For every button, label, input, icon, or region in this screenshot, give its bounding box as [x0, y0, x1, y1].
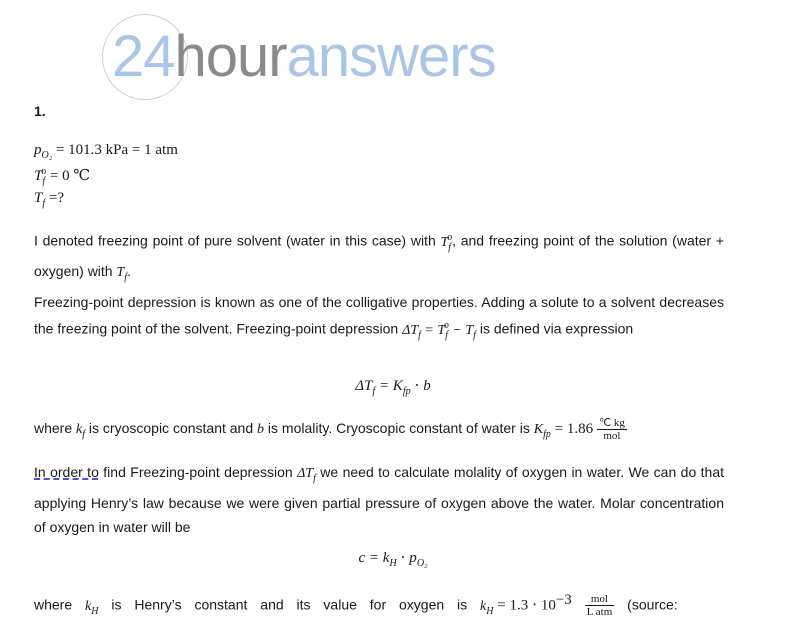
equation-concentration: $c = k_H \cdot p_{O_2}$ — [358, 550, 428, 569]
paragraph-cryoscopic: where $k_f$ is cryoscopic constant and b is molality. Cryoscopic constant of water is $K_{fp} = 1.86$ $\frac{℃ kg}{\text{mol}}$ — [34, 416, 625, 442]
logo — [102, 14, 622, 100]
paragraph-colligative: Freezing-point depression is known as one of the colligative properties. Adding a solute to a solvent decreases the freezing point of the solvent. Freezing-point depression $\Delta T_f = T_f^o - T_f$ is defined via expression — [34, 294, 724, 341]
given-unknown: $T_f$ =? — [34, 190, 64, 209]
question-number: 1. — [34, 103, 46, 119]
given-pure-freezing-point: $T_f^o = 0$ ℃ — [34, 166, 91, 187]
logo-text: 24houranswers — [112, 24, 496, 89]
given-pressure: $p_{O_2} = 101.3$ kPa = 1 atm — [34, 142, 178, 161]
paragraph-henry: In order to find Freezing-point depression $\Delta T_f$ we need to calculate molality of oxygen in water. We can do that applying Henry’s law because we were given partial pressure of oxygen above the water. Molar concentration of oxygen in water will be — [34, 464, 725, 535]
paragraph-notation: I denoted freezing point of pure solvent (water in this case) with $T_f^o$, and freezing point of the solution (water + oxygen) with $T_f$. — [34, 232, 724, 284]
paragraph-henry-constant: where $k_H$ is Henry’s constant and its value for oxygen is $k_H = 1.3 \cdot 10^{-3}$ $\frac{\text{mol}}{\text{L atm}}$ (source: — [34, 592, 678, 619]
equation-freezing-depression: $\Delta T_f = K_{fp} \cdot b$ — [355, 378, 431, 397]
